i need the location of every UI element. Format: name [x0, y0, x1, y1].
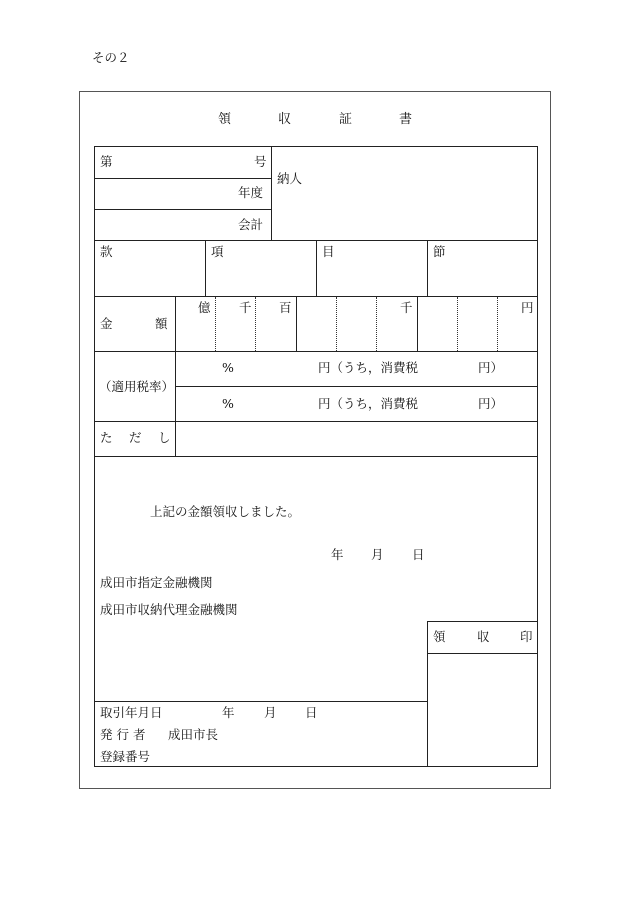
received-statement: 上記の金額領収しました。 [150, 504, 301, 519]
rule [94, 351, 538, 352]
date-year: 年 [331, 547, 344, 562]
amount-label-right: 額 [155, 316, 168, 331]
issuer-label: 発 行 者 [100, 727, 146, 742]
rule [427, 621, 428, 767]
rule [205, 240, 206, 296]
budget-setsu: 節 [433, 244, 446, 259]
stamp-char-3: 印 [520, 629, 533, 644]
payer-label: 納人 [277, 171, 303, 186]
rule [175, 386, 538, 387]
date-day: 日 [412, 547, 425, 562]
title-char-4: 書 [399, 112, 413, 127]
agent-bank: 成田市収納代理金融機関 [100, 602, 238, 617]
tax-yen-1: 円（うち，消費税 [318, 360, 419, 375]
rule [94, 456, 538, 457]
fiscal-year-label: 年度 [238, 185, 264, 200]
rule [427, 653, 538, 654]
title-char-3: 証 [339, 112, 353, 127]
digit-separator [497, 297, 498, 351]
issuer-value: 成田市長 [168, 727, 219, 742]
amount-unit-oku: 億 [198, 300, 211, 315]
rule [94, 178, 271, 179]
digit-separator [457, 297, 458, 351]
designated-bank: 成田市指定金融機関 [100, 575, 213, 590]
tax-yen-close-1: 円） [478, 360, 504, 375]
amount-unit-hyaku: 百 [279, 300, 292, 315]
number-dai: 第 [100, 154, 113, 169]
rule [271, 146, 272, 240]
rule [175, 296, 176, 456]
tax-percent-2: % [222, 396, 234, 411]
date-month: 月 [371, 547, 384, 562]
amount-unit-sen-2: 千 [400, 300, 413, 315]
budget-moku: 目 [322, 244, 335, 259]
transaction-date-label: 取引年月日 [100, 705, 163, 720]
rule [316, 240, 317, 296]
account-label: 会計 [238, 217, 264, 232]
tadashi-char-2: だ [129, 430, 142, 445]
registration-number-label: 登録番号 [100, 749, 151, 764]
rule [296, 296, 297, 351]
rule [427, 621, 538, 622]
tadashi-char-3: し [158, 430, 171, 445]
amount-unit-yen: 円 [521, 300, 534, 315]
title-char-1: 領 [218, 112, 232, 127]
tax-rate-label: （適用税率） [99, 379, 175, 394]
digit-separator [215, 297, 216, 351]
stamp-char-1: 領 [433, 629, 446, 644]
rule [94, 421, 538, 422]
stamp-char-2: 収 [477, 629, 490, 644]
transaction-day: 日 [305, 705, 318, 720]
rule [94, 209, 271, 210]
rule [94, 296, 538, 297]
rule [427, 240, 428, 296]
tax-yen-close-2: 円） [478, 396, 504, 411]
tax-yen-2: 円（うち，消費税 [318, 396, 419, 411]
rule [417, 296, 418, 351]
number-go: 号 [254, 154, 267, 169]
title-char-2: 収 [278, 112, 292, 127]
transaction-month: 月 [264, 705, 277, 720]
digit-separator [336, 297, 337, 351]
budget-kou: 項 [211, 244, 224, 259]
digit-separator [376, 297, 377, 351]
tadashi-char-1: た [100, 430, 113, 445]
digit-separator [255, 297, 256, 351]
transaction-year: 年 [222, 705, 235, 720]
page-label: その２ [92, 50, 130, 65]
rule [94, 701, 427, 702]
amount-unit-sen: 千 [239, 300, 252, 315]
tax-percent-1: % [222, 360, 234, 375]
budget-kan: 款 [100, 244, 113, 259]
amount-label-left: 金 [100, 316, 113, 331]
